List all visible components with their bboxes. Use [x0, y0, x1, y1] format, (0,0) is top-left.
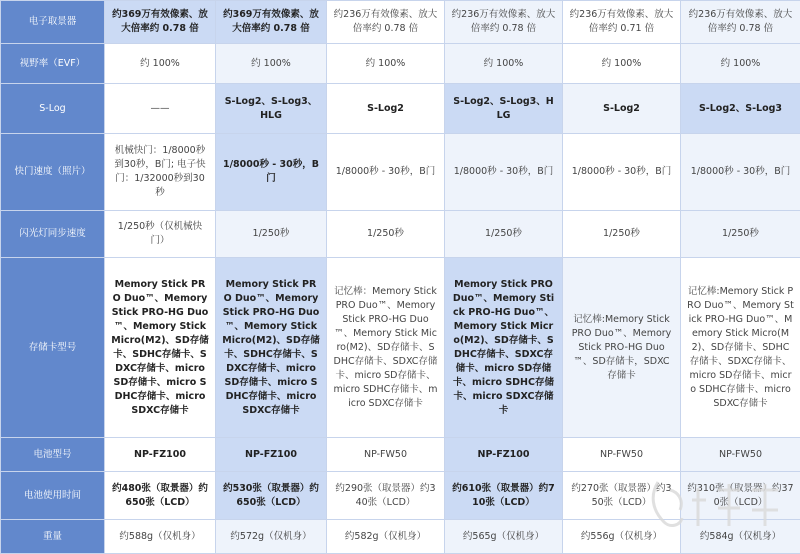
row-label: 电池型号 — [1, 438, 105, 472]
table-cell: 1/8000秒 - 30秒，B门 — [445, 134, 563, 211]
table-cell: 记忆棒：Memory Stick PRO Duo™、Memory Stick PRO-HG Duo™、Memory Stick Micro(M2)、SD存储卡、SDHC存储卡、SDXC存储卡、micro SD存储卡、micro SDHC存储卡、micro SDXC存储卡 — [327, 258, 445, 438]
table-cell: Memory Stick PRO Duo™、Memory Stick PRO-HG Duo™、Memory Stick Micro(M2)、SD存储卡、SDHC存储卡、SDXC存储卡、micro SD存储卡、micro SDHC存储卡、micro SDXC存储卡 — [445, 258, 563, 438]
row-label: 视野率（EVF） — [1, 44, 105, 84]
table-cell: NP-FZ100 — [445, 438, 563, 472]
row-flash-sync — [1, 211, 800, 258]
table-cell: Memory Stick PRO Duo™、Memory Stick PRO-HG Duo™、Memory Stick Micro(M2)、SD存储卡、SDHC存储卡、SDXC存储卡、micro SD存储卡、micro SDHC存储卡、micro SDXC存储卡 — [105, 258, 216, 438]
table-cell: 约 100% — [681, 44, 800, 84]
row-battery-model — [1, 438, 800, 472]
table-cell: 1/250秒 — [216, 211, 327, 258]
row-coverage — [1, 44, 800, 84]
row-label: 闪光灯同步速度 — [1, 211, 105, 258]
row-label: 电子取景器 — [1, 1, 105, 44]
table-cell: NP-FZ100 — [216, 438, 327, 472]
table-cell: NP-FW50 — [563, 438, 681, 472]
table-cell: 约588g（仅机身） — [105, 520, 216, 554]
table-cell: 约369万有效像素、放大倍率约 0.78 倍 — [105, 1, 216, 44]
table-cell: NP-FW50 — [327, 438, 445, 472]
row-storage — [1, 258, 800, 438]
table-cell: 1/250秒 — [563, 211, 681, 258]
table-cell: 1/8000秒 - 30秒，B门 — [563, 134, 681, 211]
table-cell: 约 100% — [445, 44, 563, 84]
table-cell: 约369万有效像素、放大倍率约 0.78 倍 — [216, 1, 327, 44]
table-cell: 1/250秒 — [445, 211, 563, 258]
row-label: 重量 — [1, 520, 105, 554]
table-cell: 1/8000秒 - 30秒，B门 — [681, 134, 800, 211]
row-slog — [1, 84, 800, 134]
row-label: 电池使用时间 — [1, 472, 105, 520]
table-cell: 机械快门：1/8000秒到30秒，B门; 电子快门：1/32000秒到30秒 — [105, 134, 216, 211]
table-cell: 约 100% — [105, 44, 216, 84]
table-cell: 约556g（仅机身） — [563, 520, 681, 554]
row-shutter — [1, 134, 800, 211]
table-cell: 约310张（取景器）约370张（LCD） — [681, 472, 800, 520]
table-cell: 约565g（仅机身） — [445, 520, 563, 554]
table-cell: S-Log2、S-Log3 — [681, 84, 800, 134]
row-label: 存储卡型号 — [1, 258, 105, 438]
table-cell: S-Log2 — [327, 84, 445, 134]
table-cell: 1/250秒（仅机械快门） — [105, 211, 216, 258]
row-label: S-Log — [1, 84, 105, 134]
table-cell: 约236万有效像素、放大倍率约 0.78 倍 — [327, 1, 445, 44]
table-cell: 约584g（仅机身） — [681, 520, 800, 554]
table-cell: 约610张（取景器）约710张（LCD） — [445, 472, 563, 520]
table-cell: —— — [105, 84, 216, 134]
table-cell: Memory Stick PRO Duo™、Memory Stick PRO-HG Duo™、Memory Stick Micro(M2)、SD存储卡、SDHC存储卡、SDXC存储卡、micro SD存储卡、micro SDHC存储卡、micro SDXC存储卡 — [216, 258, 327, 438]
row-evf — [1, 1, 800, 44]
table-cell: 约236万有效像素、放大倍率约 0.78 倍 — [445, 1, 563, 44]
table-cell: 1/250秒 — [327, 211, 445, 258]
table-cell: 约236万有效像素、放大倍率约 0.78 倍 — [681, 1, 800, 44]
table-cell: 约236万有效像素、放大倍率约 0.71 倍 — [563, 1, 681, 44]
table-cell: NP-FW50 — [681, 438, 800, 472]
table-cell: S-Log2、S-Log3、HLG — [216, 84, 327, 134]
table-cell: 约 100% — [216, 44, 327, 84]
row-label: 快门速度（照片） — [1, 134, 105, 211]
table-cell: NP-FZ100 — [105, 438, 216, 472]
row-weight — [1, 520, 800, 554]
table-cell: S-Log2 — [563, 84, 681, 134]
table-cell: 约 100% — [327, 44, 445, 84]
table-cell: 记忆棒:Memory Stick PRO Duo™、Memory Stick PRO-HG Duo™、Memory Stick Micro(M2)、SD存储卡、SDHC存储卡、SDXC存储卡、micro SD存储卡、micro SDHC存储卡、micro SDXC存储卡 — [681, 258, 800, 438]
table-cell: 约 100% — [563, 44, 681, 84]
table-cell: 记忆棒:Memory Stick PRO Duo™、Memory Stick PRO-HG Duo™、SD存储卡，SDXC存储卡 — [563, 258, 681, 438]
table-cell: 1/8000秒 - 30秒，B门 — [327, 134, 445, 211]
table-cell: 约572g（仅机身） — [216, 520, 327, 554]
table-cell: 约290张（取景器）约340张（LCD） — [327, 472, 445, 520]
table-cell: 约480张（取景器）约650张（LCD） — [105, 472, 216, 520]
table-cell: S-Log2、S-Log3、HLG — [445, 84, 563, 134]
table-cell: 约270张（取景器）约350张（LCD） — [563, 472, 681, 520]
table-cell: 1/250秒 — [681, 211, 800, 258]
table-cell: 1/8000秒 - 30秒，B门 — [216, 134, 327, 211]
table-cell: 约530张（取景器）约650张（LCD） — [216, 472, 327, 520]
table-cell: 约582g（仅机身） — [327, 520, 445, 554]
row-battery-life — [1, 472, 800, 520]
